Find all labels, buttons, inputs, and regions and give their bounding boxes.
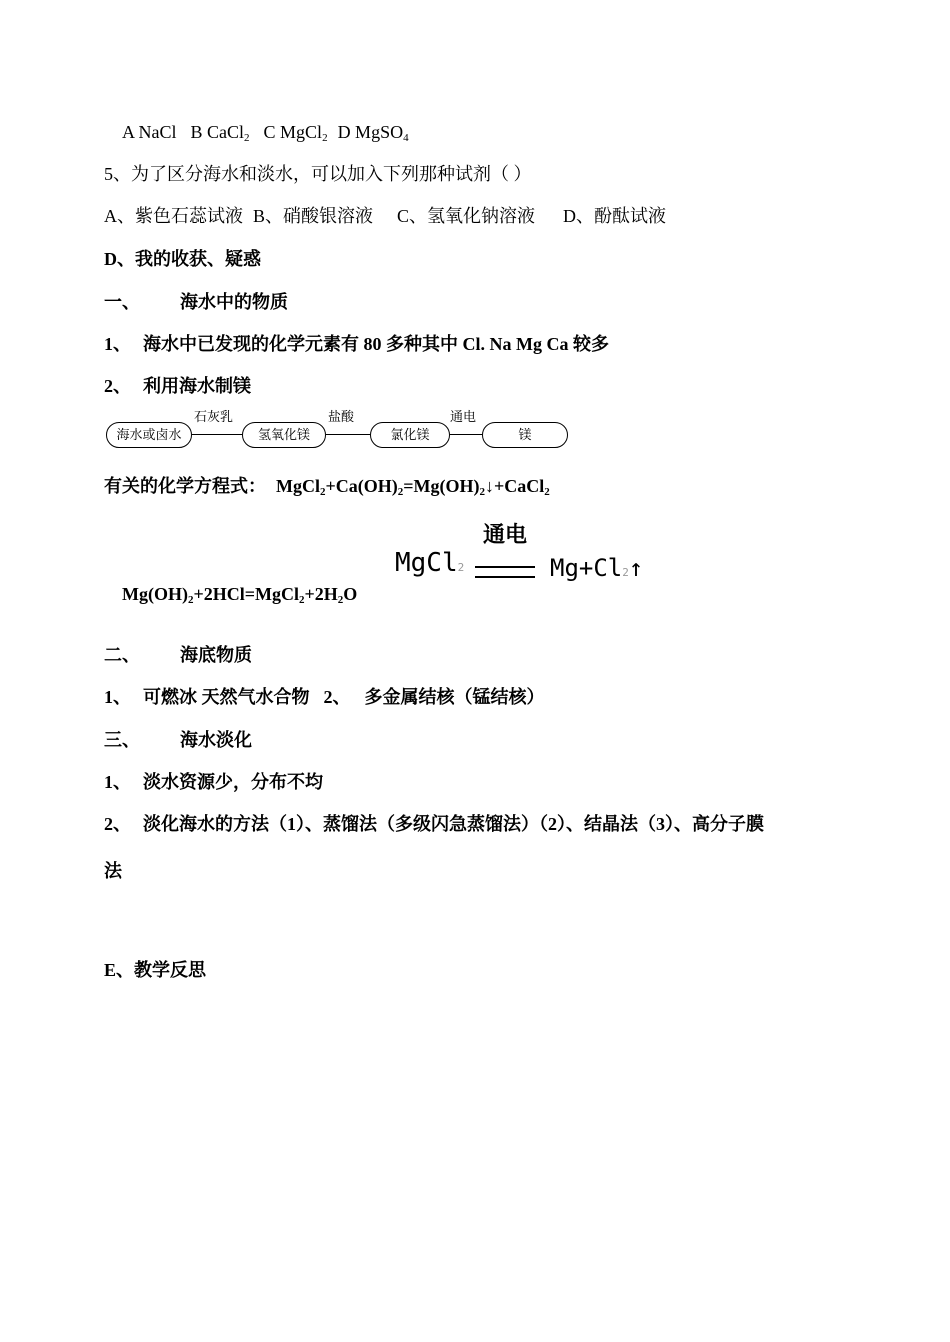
flow-connector-2: [326, 434, 370, 435]
option-a: A NaCl: [122, 122, 177, 142]
part3-heading: 三、 海水淡化: [104, 730, 252, 750]
eq3-condition: 通电: [483, 523, 528, 548]
flow-box-magnesium: 镁: [482, 422, 568, 448]
flow-box-seawater: 海水或卤水: [106, 422, 192, 448]
part2-heading: 二、 海底物质: [104, 645, 252, 665]
eq3-rhs: Mg+Cl2↑: [550, 554, 644, 582]
section-e-heading: E、教学反思: [104, 960, 207, 980]
eq3-equals-bar-top: [475, 566, 535, 568]
q5-option-a: A、紫色石蕊试液: [104, 206, 243, 226]
q5-options: [104, 204, 666, 228]
flow-connector-3: [450, 434, 482, 435]
section-d-heading: D、我的收获、疑惑: [104, 249, 261, 269]
flow-label-electrolysis: 通电: [450, 410, 477, 425]
equation-2: $Mg(OH)_2+2HCl=MgCl_2+2H_2O$: [122, 584, 358, 606]
option-b: B CaCl: [190, 122, 245, 142]
q5-option-b: B、硝酸银溶液: [253, 206, 374, 226]
part1-title: 海水中的物质: [180, 292, 288, 312]
equation-1: 有关的化学方程式： $MgCl_2+Ca(OH)_2=Mg(OH)_2↓+CaCl_2$: [104, 476, 550, 498]
q5-option-d: D、酚酞试液: [563, 206, 667, 226]
part3-item1: 1、 淡水资源少，分布不均: [104, 772, 323, 792]
eq3-lhs: MgCl2: [395, 548, 465, 578]
part1-item2: 2、 利用海水制镁: [104, 376, 251, 396]
flow-box-mg-hydroxide: 氢氧化镁: [242, 422, 326, 448]
part1-heading: [104, 290, 288, 314]
equation-electrolysis: [395, 518, 655, 598]
q5-option-c: C、氢氧化钠溶液: [397, 206, 536, 226]
magnesium-flow-diagram: [104, 410, 574, 454]
flow-label-lime: 石灰乳: [194, 410, 234, 425]
part3-item2: 2、 淡化海水的方法（1）、蒸馏法（多级闪急蒸馏法）（2）、结晶法（3）、高分子膜: [104, 814, 764, 834]
q5-question: 5、为了区分海水和淡水，可以加入下列那种试剂（ ）: [104, 164, 532, 184]
eq3-equals-bar-bottom: [475, 576, 535, 578]
part2-items: 1、 可燃冰 天然气水合物 2、 多金属结核（锰结核）: [104, 687, 545, 707]
flow-label-hcl: 盐酸: [328, 410, 355, 425]
flow-box-mg-chloride: 氯化镁: [370, 422, 450, 448]
option-c: C MgCl: [263, 122, 323, 142]
flow-connector-1: [192, 434, 242, 435]
part1-item1: 1、 海水中已发现的化学元素有 80 多种其中 Cl. Na Mg Ca 较多: [104, 334, 609, 354]
part3-item2-cont: 法: [104, 861, 122, 881]
option-d: D MgSO: [337, 122, 404, 142]
q4-options: A NaCl B CaCl$_2$ C MgCl$_2$ D MgSO$_4$: [122, 122, 409, 144]
part1-num: 一、: [104, 292, 140, 312]
